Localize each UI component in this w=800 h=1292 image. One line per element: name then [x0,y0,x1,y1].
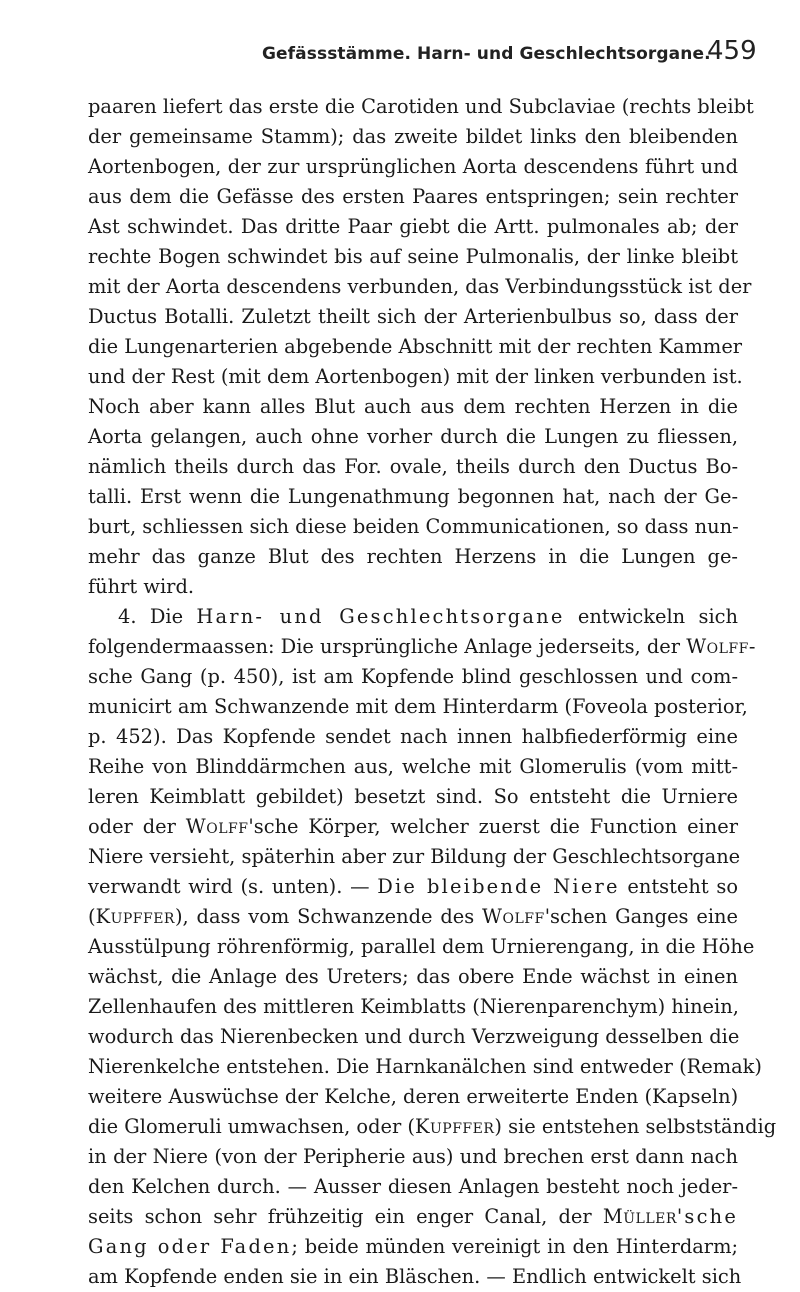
text-line: führt wird. [88,575,195,598]
text-span: oder der [88,815,186,838]
text-line: Zellenhaufen des mittleren Keimblatts (Nierenparenchym) hinein, [88,995,739,1018]
text-line: in der Niere (von der Peripherie aus) und brechen erst dann nach [88,1145,738,1168]
text-line: wodurch das Nierenbecken und durch Verzweigung desselben die [88,1025,740,1048]
text-line [88,902,738,932]
running-head: Gefässstämme. Harn- und Geschlechtsorgane. [262,44,711,64]
text-line: wächst, die Anlage des Ureters; das obere Ende wächst in einen [88,965,738,988]
text-line [88,872,738,902]
spaced-heading: 'sche [676,1205,738,1228]
text-line: Aorta gelangen, auch ohne vorher durch die Lungen zu fliessen, [88,425,738,448]
text-line: burt, schliessen sich diese beiden Communicationen, so dass nun- [88,515,739,538]
text-line: Noch aber kann alles Blut auch aus dem rechten Herzen in die [88,395,738,418]
spaced-heading: Die bleibende Niere [377,875,620,898]
spaced-heading: Gang oder Faden [88,1235,292,1258]
text-line [88,632,756,662]
page-number: 459 [707,36,757,66]
text-line: die Lungenarterien abgebende Abschnitt mit der rechten Kammer [88,335,743,358]
text-span: folgendermaassen: Die ursprüngliche Anlage jederseits, der [88,635,687,658]
text-line: leren Keimblatt gebildet) besetzt sind. So entsteht die Urniere [88,785,738,808]
text-line: und der Rest (mit dem Aortenbogen) mit der linken verbunden ist. [88,365,743,388]
text-line: mit der Aorta descendens verbunden, das Verbindungsstück ist der [88,275,752,298]
author-name: Müller [602,1205,677,1228]
text-line: nämlich theils durch das For. ovale, theils durch den Ductus Bo- [88,455,738,478]
text-line: aus dem die Gefässe des ersten Paares entspringen; sein rechter [88,185,738,208]
text-span: 'sche Körper, welcher zuerst die Function einer [248,815,738,838]
text-line: Ausstülpung röhrenförmig, parallel dem Urnierengang, in die Höhe [88,935,755,958]
text-line: am Kopfende enden sie in ein Bläschen. — Endlich entwickelt sich [88,1265,742,1288]
text-line: Ast schwindet. Das dritte Paar giebt die Artt. pulmonales ab; der [88,215,738,238]
text-line: mehr das ganze Blut des rechten Herzens in die Lungen ge- [88,545,738,568]
text-span: ( [88,905,96,928]
text-line [88,662,738,692]
text-line: p. 452). Das Kopfende sendet nach innen halbfiederförmig eine [88,725,738,748]
author-name: Kupffer [95,905,175,928]
text-line: rechte Bogen schwindet bis auf seine Pulmonalis, der linke bleibt [88,245,738,268]
author-name: Wolff [482,905,545,928]
text-line [88,1112,777,1142]
text-span: entwickeln sich [564,605,738,628]
text-span: sche Gang (p. 450), ist am Kopfende blind geschlossen und com- [88,665,738,688]
text-span: seits schon sehr frühzeitig ein enger Canal, der [88,1205,603,1228]
text-line: Niere versieht, späterhin aber zur Bildung der Geschlechtsorgane [88,845,741,868]
author-name: Wolff [185,815,249,838]
text-line [88,602,738,632]
text-line: Nierenkelche entstehen. Die Harnkanälchen sind entweder (Remak) [88,1055,762,1078]
text-line [88,812,738,842]
text-span: verwandt wird (s. unten). — [88,875,378,898]
spaced-heading: Harn- und Geschlechtsorgane [196,605,565,628]
text-span: ), dass vom Schwanzende des [174,905,483,928]
author-name: Wolff- [686,635,756,658]
body-text [88,92,777,1292]
text-line: Reihe von Blinddärmchen aus, welche mit Glomerulis (vom mitt- [88,755,738,778]
text-line: Aortenbogen, der zur ursprünglichen Aorta descendens führt und [88,155,738,178]
text-line: der gemeinsame Stamm); das zweite bildet links den bleibenden [88,125,738,148]
text-span: 'schen Ganges eine [544,905,738,928]
text-line: paaren liefert das erste die Carotiden und Subclaviae (rechts bleibt [88,95,754,118]
text-line: talli. Erst wenn die Lungenathmung begonnen hat, nach der Ge- [88,485,738,508]
author-name: Kupffer [415,1115,495,1138]
text-line: Ductus Botalli. Zuletzt theilt sich der Arterienbulbus so, dass der [88,305,738,328]
text-line: weitere Auswüchse der Kelche, deren erweiterte Enden (Kapseln) [88,1085,739,1108]
text-span: entsteht so [619,875,738,898]
text-span: ; beide münden vereinigt in den Hinterdarm; [291,1235,738,1258]
text-span: 4. Die [118,605,197,628]
text-line [88,1232,738,1262]
text-span: ) sie entstehen selbstständig [494,1115,777,1138]
text-line [88,1202,738,1232]
text-span: die Glomeruli umwachsen, oder ( [88,1115,415,1138]
text-line: den Kelchen durch. — Ausser diesen Anlagen besteht noch jeder- [88,1175,738,1198]
text-line: municirt am Schwanzende mit dem Hinterdarm (Foveola posterior, [88,695,748,718]
